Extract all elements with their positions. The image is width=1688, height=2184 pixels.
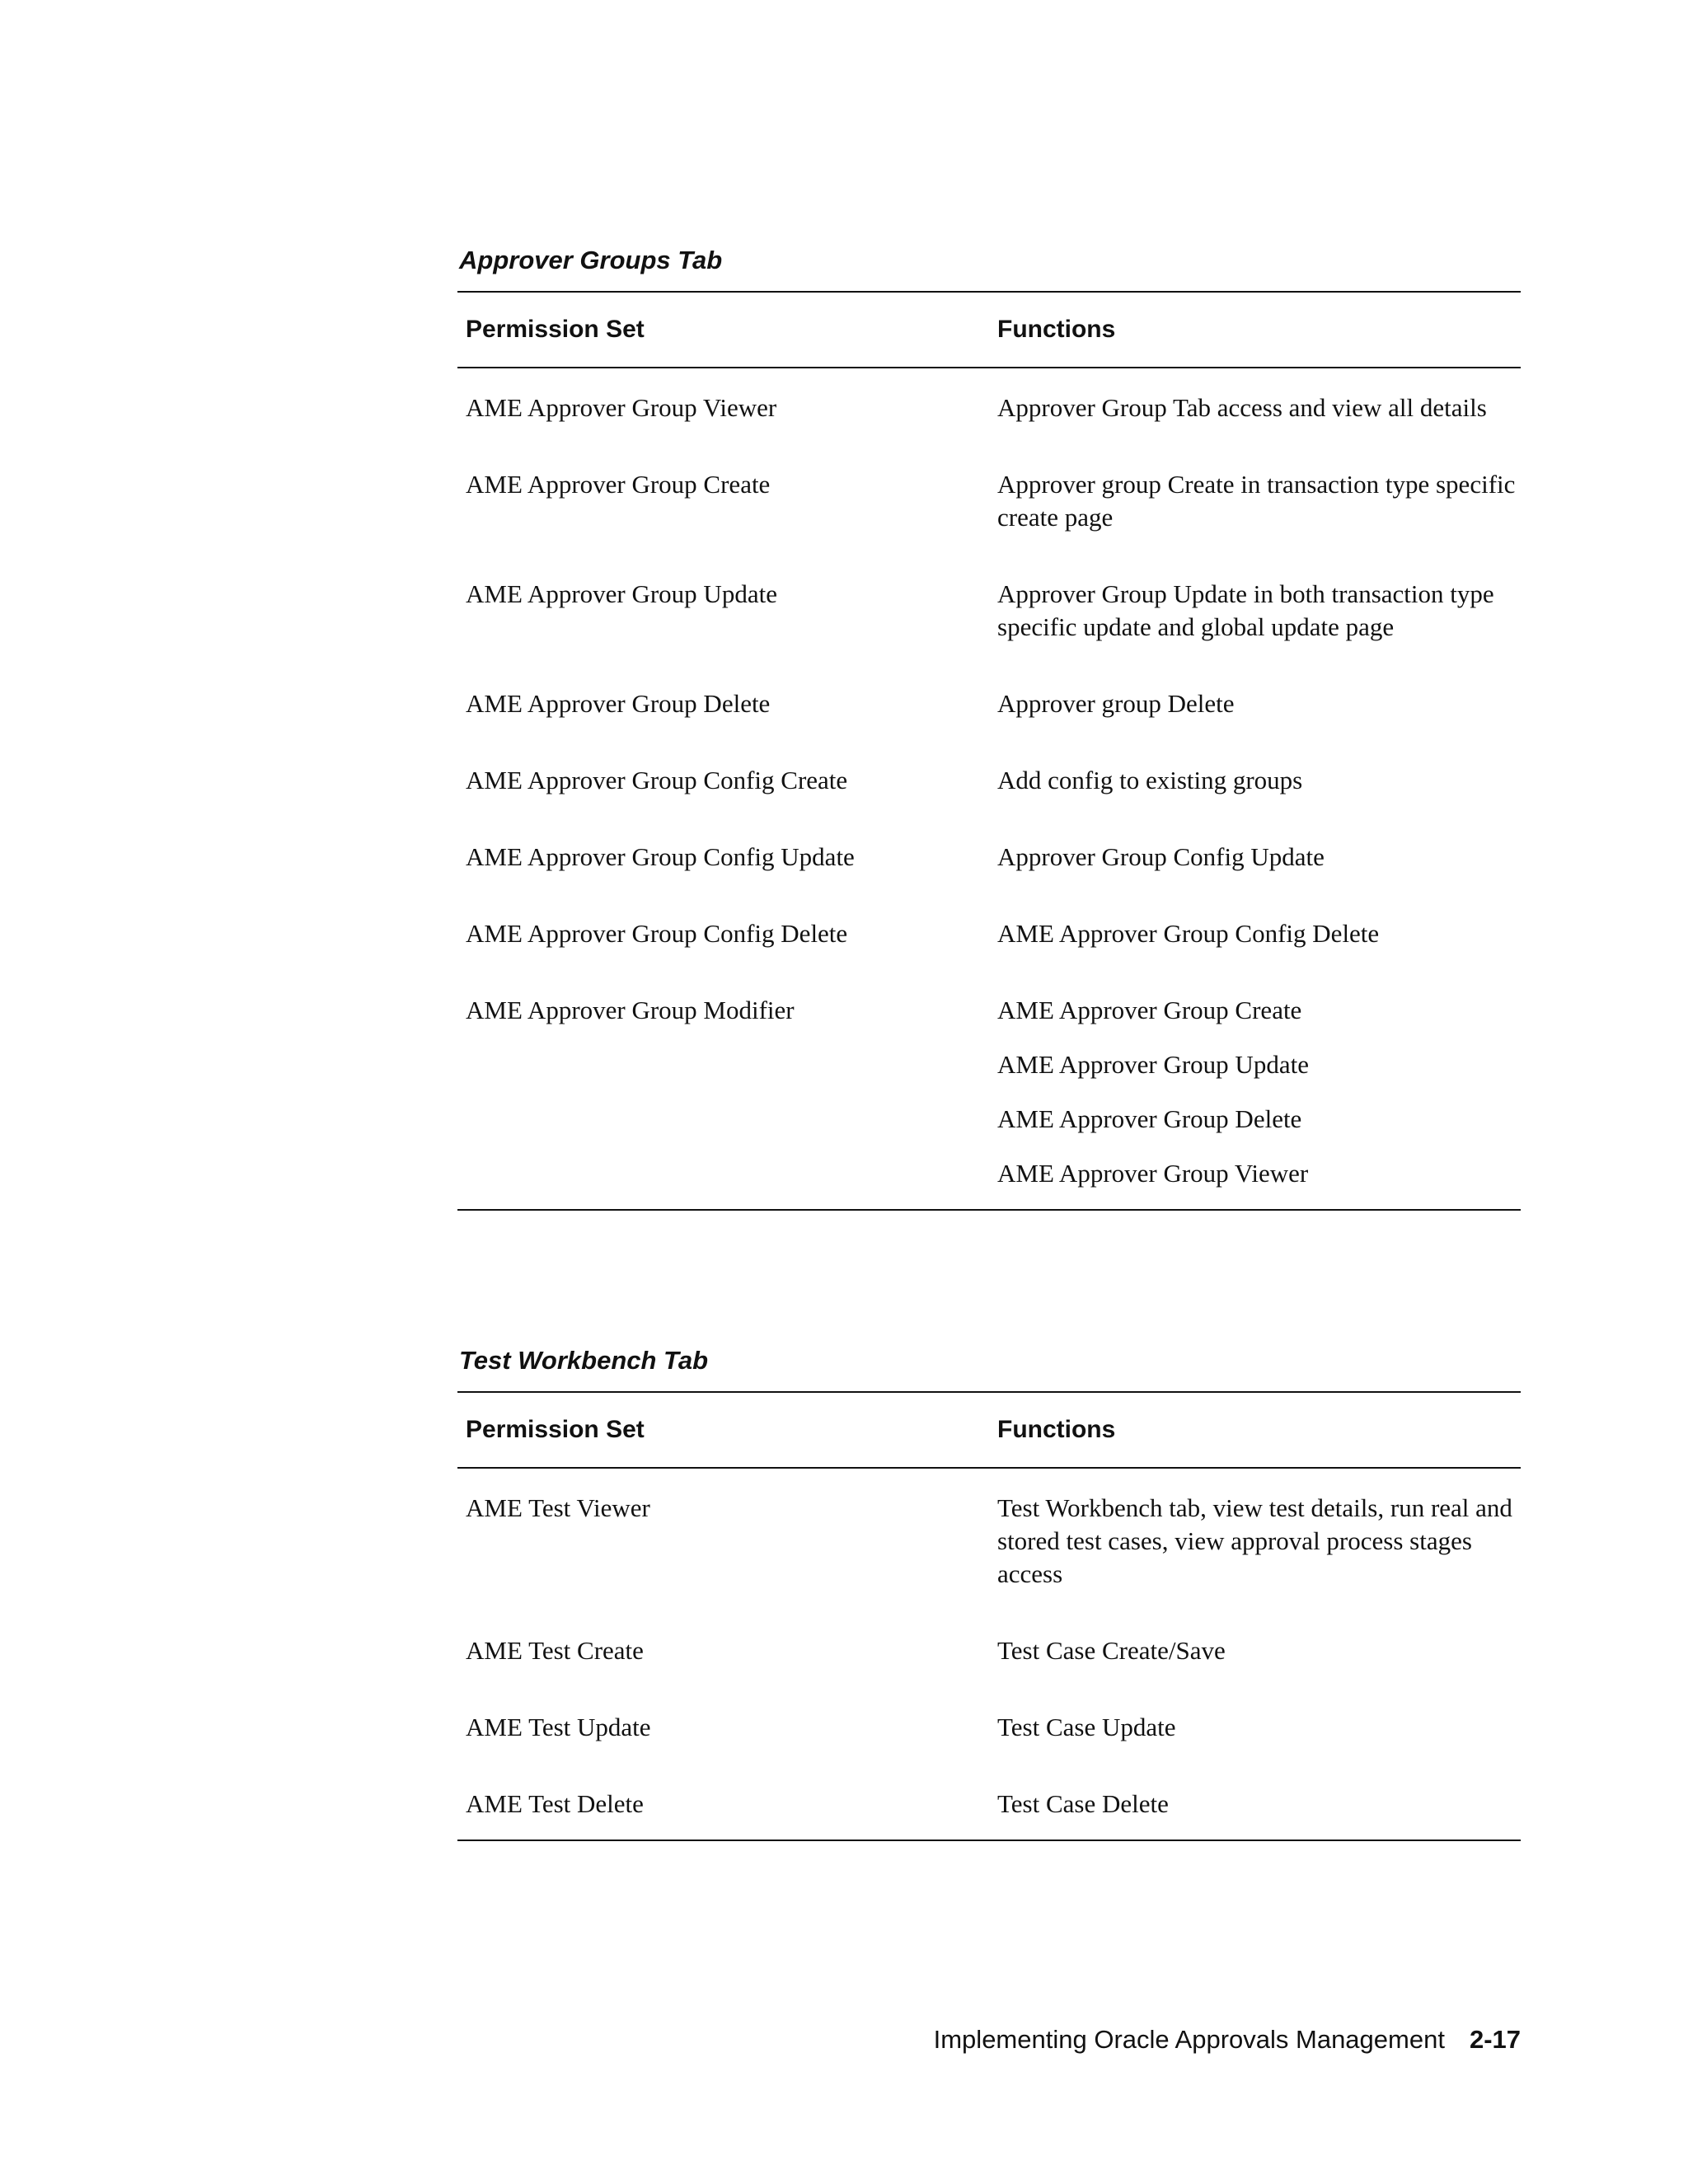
function-line: AME Approver Group Delete — [997, 1104, 1302, 1133]
function-line: AME Approver Group Config Delete — [997, 919, 1380, 948]
permission-set-cell: AME Test Viewer — [466, 1493, 650, 1522]
function-line: Test Case Create/Save — [997, 1636, 1226, 1665]
column-header-functions: Functions — [997, 316, 1116, 343]
column-header-permission-set: Permission Set — [466, 1416, 645, 1443]
page-footer — [934, 2023, 1521, 2056]
table-row — [457, 1468, 1521, 1634]
permission-set-cell: AME Approver Group Create — [466, 470, 771, 499]
test-workbench-table-block — [457, 1346, 1521, 1841]
table-row — [457, 368, 1521, 468]
functions-cell — [989, 764, 1521, 841]
function-line: Approver Group Update in both transaction type specific update and global update page — [997, 579, 1494, 641]
function-line: Approver group Create in transaction type specific create page — [997, 470, 1516, 532]
function-line: Approver Group Config Update — [997, 842, 1325, 871]
functions-cell — [989, 994, 1521, 1210]
permission-set-cell: AME Approver Group Viewer — [466, 393, 777, 422]
table-row — [457, 1634, 1521, 1711]
functions-cell — [989, 1788, 1521, 1840]
functions-cell — [989, 841, 1521, 917]
permission-set-cell: AME Test Create — [466, 1636, 644, 1665]
permission-set-cell: AME Approver Group Delete — [466, 689, 771, 718]
functions-cell — [989, 368, 1521, 468]
approver-groups-table-caption: Approver Groups Tab — [459, 246, 723, 274]
table-row — [457, 1711, 1521, 1788]
permission-set-cell: AME Approver Group Config Update — [466, 842, 855, 871]
function-line: AME Approver Group Update — [997, 1050, 1309, 1079]
footer-page-number: 2-17 — [1469, 2025, 1521, 2054]
footer-book-title: Implementing Oracle Approvals Management — [933, 2025, 1445, 2054]
functions-cell — [989, 578, 1521, 687]
table-row — [457, 687, 1521, 764]
permission-set-cell: AME Approver Group Update — [466, 579, 777, 608]
permission-set-cell: AME Approver Group Config Create — [466, 766, 848, 794]
table-row — [457, 764, 1521, 841]
functions-cell — [989, 1634, 1521, 1711]
table-header-row — [457, 1392, 1521, 1468]
table-row — [457, 578, 1521, 687]
table-row — [457, 994, 1521, 1210]
table-row — [457, 917, 1521, 994]
function-line: Approver group Delete — [997, 689, 1235, 718]
column-header-functions: Functions — [997, 1416, 1116, 1443]
table-header-row — [457, 292, 1521, 368]
approver-groups-table-block — [457, 246, 1521, 1211]
functions-cell — [989, 1468, 1521, 1634]
function-line: Approver Group Tab access and view all details — [997, 393, 1487, 422]
table-row — [457, 841, 1521, 917]
function-line: Test Case Update — [997, 1713, 1176, 1741]
functions-cell — [989, 1711, 1521, 1788]
permission-set-cell: AME Approver Group Modifier — [466, 996, 795, 1024]
function-line: AME Approver Group Create — [997, 996, 1302, 1024]
functions-cell — [989, 468, 1521, 578]
test-workbench-table-caption: Test Workbench Tab — [459, 1346, 709, 1375]
permission-set-cell: AME Approver Group Config Delete — [466, 919, 848, 948]
function-line: Test Case Delete — [997, 1789, 1169, 1818]
table-row — [457, 468, 1521, 578]
function-line: Test Workbench tab, view test details, run real and stored test cases, view approval process stages access — [997, 1493, 1512, 1588]
function-line: Add config to existing groups — [997, 766, 1303, 794]
test-workbench-table — [457, 1391, 1521, 1841]
functions-cell — [989, 917, 1521, 994]
function-line: AME Approver Group Viewer — [997, 1159, 1309, 1188]
permission-set-cell: AME Test Delete — [466, 1789, 644, 1818]
functions-cell — [989, 687, 1521, 764]
table-row — [457, 1788, 1521, 1840]
approver-groups-table — [457, 291, 1521, 1211]
column-header-permission-set: Permission Set — [466, 316, 645, 343]
permission-set-cell: AME Test Update — [466, 1713, 651, 1741]
